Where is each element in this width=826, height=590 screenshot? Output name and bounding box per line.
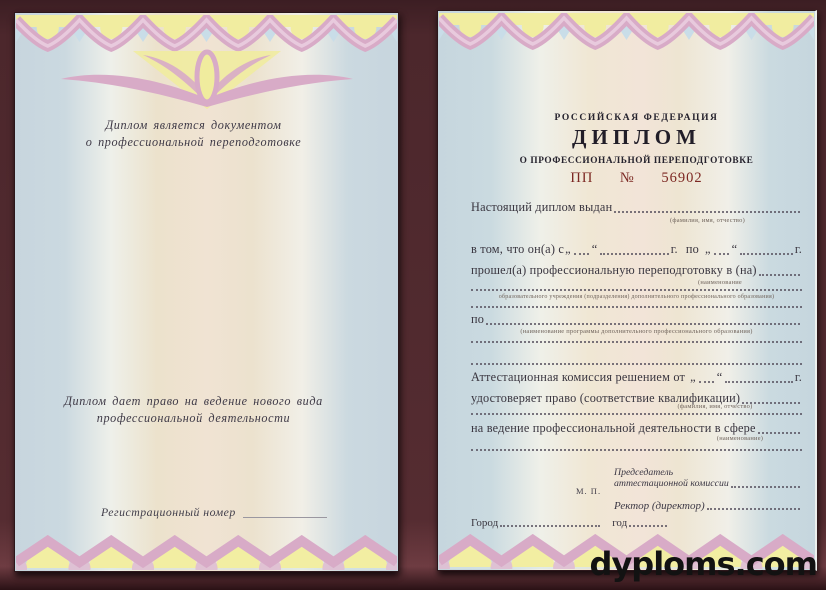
commission-day-blank: [699, 380, 714, 383]
watermark-text: dyploms.com: [589, 545, 817, 583]
open-quote: „: [690, 370, 696, 384]
year-abbr-1: г.: [670, 242, 678, 256]
commission-label: Аттестационная комиссия решением от: [471, 370, 686, 384]
period-po-label: по: [685, 242, 699, 256]
left-statement-top-line2: о профессиональной переподготовке: [85, 135, 302, 149]
lotus-fan-ornament: [42, 39, 372, 113]
period-label: в том, что он(а) с: [471, 242, 565, 256]
year-abbr-3: г.: [794, 370, 802, 384]
city-blank-line: [500, 524, 600, 527]
registration-number-label: Регистрационный номер: [101, 505, 236, 519]
close-quote: “: [716, 370, 723, 384]
left-statement-middle-line2: профессиональной деятельности: [96, 411, 291, 425]
retraining-blank-line: [759, 273, 800, 276]
number-sign: №: [619, 170, 635, 186]
sphere-row: [471, 421, 802, 436]
diploma-right-page: [437, 10, 817, 571]
diploma-left-page: [14, 12, 399, 572]
program-blank-line-2: [471, 341, 802, 343]
rector-row: [614, 500, 802, 512]
diploma-subtitle: О ПРОФЕССИОНАЛЬНОЙ ПЕРЕПОДГОТОВКЕ: [519, 156, 754, 166]
chairman-label-line1: Председатель: [614, 467, 674, 478]
sphere-blank-line-2: [471, 449, 802, 451]
program-po-label: по: [471, 312, 485, 326]
day-blank-2: [714, 252, 729, 255]
program-row: [471, 312, 802, 327]
diploma-title: ДИПЛОМ: [572, 125, 701, 149]
open-quote: „: [704, 242, 711, 256]
close-quote: “: [591, 242, 598, 256]
chairman-signature-row: [614, 478, 802, 489]
rector-label: Ректор (директор): [614, 500, 705, 512]
period-row: [471, 242, 802, 257]
institution-blank-line: [471, 289, 802, 291]
issued-label: Настоящий диплом выдан: [471, 200, 613, 214]
registration-number-row: [101, 505, 327, 520]
left-statement-middle-line1: Диплом дает право на ведение нового вида: [64, 394, 323, 408]
fio-hint-1: (фамилия, имя, отчество): [670, 217, 745, 224]
commission-row: [471, 370, 802, 385]
rector-signature-blank: [707, 507, 800, 510]
issued-blank-line: [614, 210, 800, 213]
left-statement-top-line1: Диплом является документом: [105, 118, 282, 132]
series-number-row: [471, 170, 802, 187]
fio-hint-2: (фамилия, имя, отчество): [677, 403, 753, 410]
program-blank-line: [486, 322, 800, 325]
institution-blank-line-2: [471, 306, 802, 308]
retraining-label: прошел(а) профессиональную переподготовку в (на): [471, 263, 757, 277]
commission-month-blank: [725, 380, 792, 383]
issued-row: [471, 200, 802, 215]
day-blank-1: [574, 252, 589, 255]
name-hint-2: (наименование): [716, 435, 764, 442]
certify-blank-line-2: [471, 413, 802, 415]
country-heading: РОССИЙСКАЯ ФЕДЕРАЦИЯ: [554, 113, 719, 123]
close-quote: “: [731, 242, 738, 256]
city-label: Город: [471, 517, 499, 529]
open-quote: „: [565, 242, 571, 256]
left-statement-top: [15, 117, 372, 151]
name-open-hint: (наименование: [698, 279, 742, 286]
guilloche-chevron-border-bottom-left: [16, 535, 397, 570]
series-code: ПП: [570, 170, 594, 186]
sphere-blank-line: [758, 431, 800, 434]
certify-label: удостоверяет право (соответствие квалификации): [471, 391, 741, 405]
sphere-label: на ведение профессиональной деятельности в сфере: [471, 421, 756, 435]
chairman-block: [614, 467, 802, 489]
retraining-row: [471, 263, 802, 278]
program-hint: (наименование программы дополнительного профессионального образования): [520, 328, 753, 335]
diploma-number: 56902: [661, 170, 703, 186]
registration-number-blank-line: [243, 517, 327, 518]
city-year-row: [471, 517, 669, 529]
left-statement-middle: [15, 393, 372, 427]
month-blank-1: [600, 252, 668, 255]
institution-hint: образовательного учреждения (подразделения) дополнительного профессионального образования): [498, 294, 775, 300]
seal-placeholder: М. П.: [576, 486, 602, 496]
year-label: год: [612, 517, 628, 529]
month-blank-2: [740, 252, 793, 255]
chairman-label-line2: аттестационной комиссии: [614, 478, 729, 489]
program-blank-line-3: [471, 363, 802, 365]
guilloche-swag-border-top-right: [439, 13, 814, 59]
year-blank-line: [629, 524, 667, 527]
year-abbr-2: г.: [794, 242, 802, 256]
chairman-signature-blank: [731, 485, 800, 488]
